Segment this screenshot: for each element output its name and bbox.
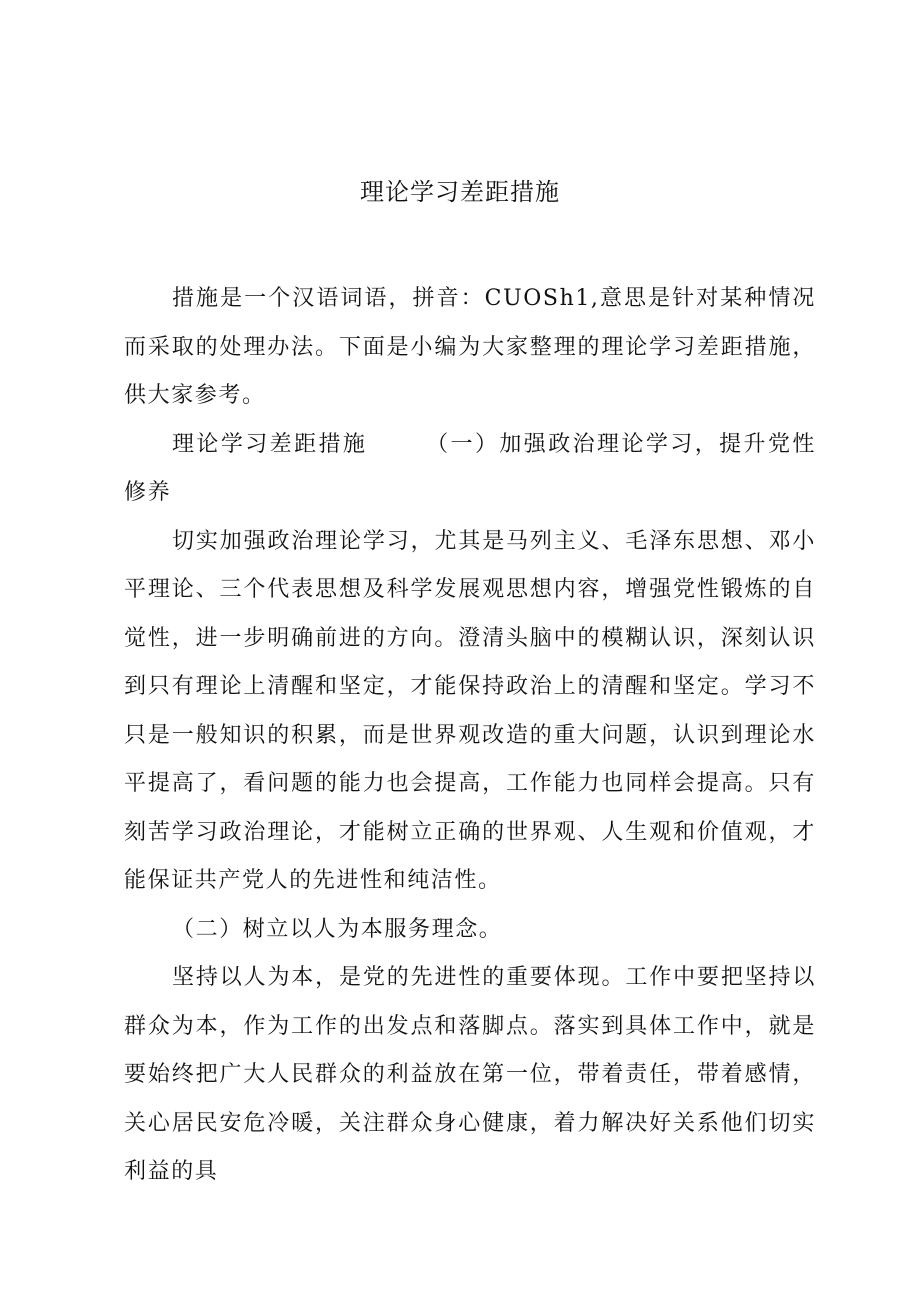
- document-title: 理论学习差距措施: [360, 178, 560, 206]
- section1-body-paragraph: 切实加强政治理论学习，尤其是马列主义、毛泽东思想、邓小平理论、三个代表思想及科学发展观思想内容，增强党性锻炼的自觉性，进一步明确前进的方向。澄清头脑中的模糊认识，深刻认识到只有理论上清醒和坚定，才能保持政治上的清醒和坚定。学习不只是一般知识的积累，而是世界观改造的重大问题，认识到理论水平提高了，看问题的能力也会提高，工作能力也同样会提高。只有刻苦学习政治理论，才能树立正确的世界观、人生观和价值观，才能保证共产党人的先进性和纯洁性。: [124, 528, 816, 893]
- intro-paragraph: 措施是一个汉语词语，拼音：CUOSh1,意思是针对某种情况而采取的处理办法。下面是小编为大家整理的理论学习差距措施，供大家参考。: [124, 286, 816, 408]
- section2-heading-paragraph: （二）树立以人为本服务理念。: [172, 916, 503, 942]
- section1-lead: 理论学习差距措施: [172, 431, 368, 457]
- section2-body-paragraph: 坚持以人为本，是党的先进性的重要体现。工作中要把坚持以群众为本，作为工作的出发点和落脚点。落实到具体工作中，就是要始终把广大人民群众的利益放在第一位，带着责任，带着感情，关心居民安危冷暖，关注群众身心健康，着力解决好关系他们切实利益的具: [124, 965, 816, 1184]
- document-body: [124, 275, 816, 1197]
- section1-heading: （一）加强政治理论学习，提升党性修养: [124, 431, 816, 505]
- section1-heading-paragraph: [124, 421, 816, 518]
